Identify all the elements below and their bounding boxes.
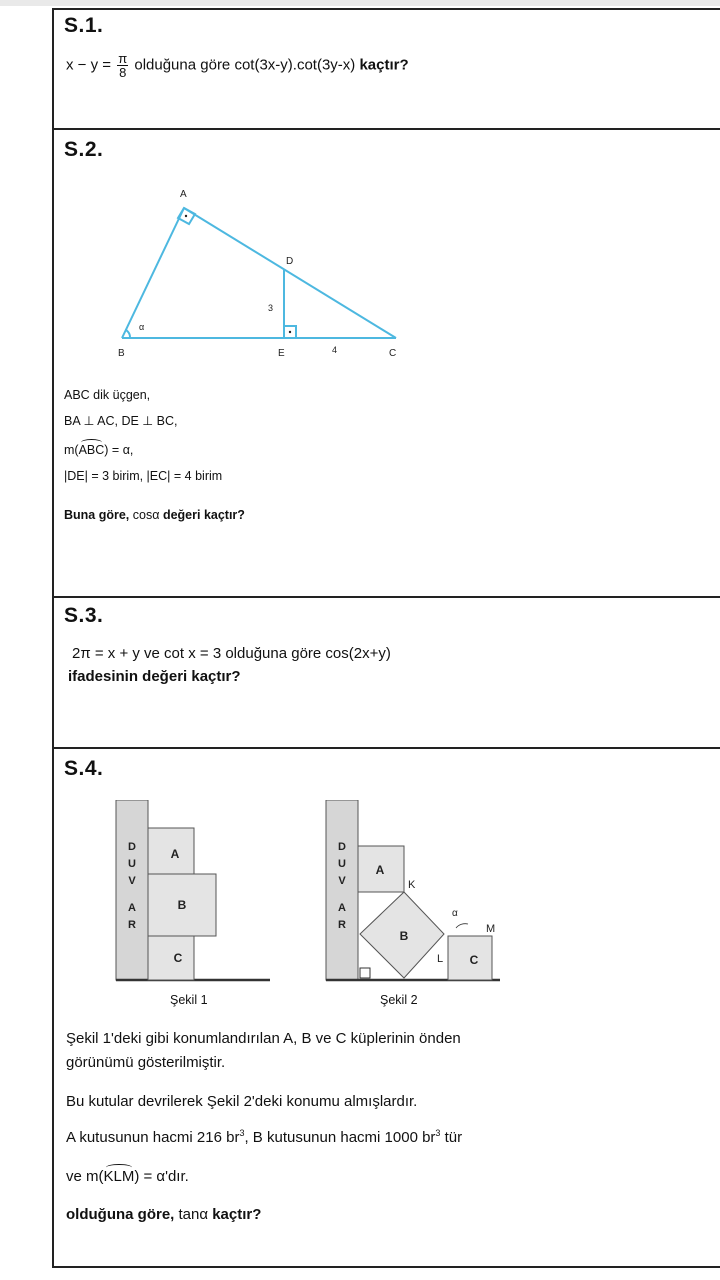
q4-question-post: kaçtır?: [212, 1206, 262, 1223]
q4-p4-post: ) = α'dır.: [134, 1168, 189, 1185]
box-c-label-2: C: [469, 953, 479, 967]
q4-p3-c: tür: [440, 1129, 463, 1146]
box-b-label-1: B: [177, 898, 187, 912]
alpha-arc: [126, 330, 130, 338]
right-angle-marker-2: [360, 968, 370, 978]
wall-letter-a: A: [128, 902, 136, 914]
q4-p3-exp1: 3: [239, 1128, 245, 1138]
q4-p1-line1: Şekil 1'deki gibi konumlandırılan A, B ve C küplerinin önden: [66, 1030, 461, 1047]
q3-title: S.3.: [64, 604, 104, 627]
q4-p3: [66, 1128, 462, 1146]
q4-p3-b: , B kutusunun hacmi 1000 br: [244, 1129, 436, 1146]
wall2-letter-a: A: [338, 902, 346, 914]
q2-title: S.2.: [64, 138, 104, 161]
q4-question: [66, 1206, 261, 1223]
q2-question-post: değeri kaçtır?: [162, 508, 245, 522]
label-ec-length: 4: [332, 345, 338, 355]
wall-letter-v: V: [128, 875, 136, 887]
box-c-label-1: C: [173, 951, 183, 965]
box-a-label-1: A: [170, 847, 180, 861]
divider-q2-q3: [52, 596, 720, 598]
side-ba: [122, 208, 184, 338]
q4-p2: Bu kutular devrilerek Şekil 2'deki konumu almışlardır.: [66, 1093, 418, 1110]
point-l-label: L: [437, 953, 444, 965]
wall2-letter-v: V: [338, 875, 346, 887]
q1-title: S.1.: [64, 14, 104, 37]
q1-frac-den: 8: [119, 65, 127, 80]
q1-mid: olduğuna göre cot(3x-y).cot(3y-x): [134, 56, 356, 74]
q2-triangle-figure: [100, 180, 420, 370]
q1-lhs: x − y =: [66, 56, 112, 74]
box-a-label-2: A: [375, 863, 385, 877]
wall-1: [116, 800, 148, 980]
q2-line4: |DE| = 3 birim, |EC| = 4 birim: [64, 469, 223, 483]
wall-2: [326, 800, 358, 980]
q4-question-pre: olduğuna göre,: [66, 1206, 175, 1223]
q2-question: [64, 508, 245, 522]
wall-letter-u: U: [128, 858, 136, 870]
q1-frac-num: π: [118, 51, 128, 66]
q4-angle-klm: KLM: [103, 1168, 135, 1185]
alpha-label-2: α: [452, 908, 458, 919]
box-b-label-2: B: [399, 929, 409, 943]
q2-question-cos: cosα: [132, 508, 160, 522]
label-alpha: α: [139, 322, 145, 332]
q3-line1: 2π = x + y ve cot x = 3 olduğuna göre cos(2x+y): [72, 645, 391, 662]
q2-line3-pre: m(: [64, 443, 79, 457]
q4-figure-1: [108, 800, 278, 990]
q4-p4-pre: ve m(: [66, 1168, 104, 1185]
divider-q3-q4: [52, 747, 720, 749]
q4-figure-2: [316, 800, 506, 990]
q2-line3-post: ) = α,: [104, 443, 134, 457]
point-k-label: K: [408, 879, 416, 891]
label-de-length: 3: [268, 303, 274, 313]
label-b: B: [118, 348, 125, 359]
q3-line2: ifadesinin değeri kaçtır?: [68, 668, 241, 685]
q1-fraction: [117, 52, 128, 79]
q1-ask: kaçtır?: [359, 56, 409, 74]
wall2-letter-u: U: [338, 858, 346, 870]
label-c: C: [389, 348, 397, 359]
point-m-label: M: [486, 923, 496, 935]
q2-question-pre: Buna göre,: [64, 508, 130, 522]
label-e: E: [278, 348, 285, 359]
q2-angle-abc: ABC: [78, 443, 105, 457]
fig1-caption: Şekil 1: [170, 993, 208, 1007]
q2-line3: [64, 443, 133, 457]
q2-line1: ABC dik üçgen,: [64, 388, 151, 402]
q2-line2: BA ⊥ AC, DE ⊥ BC,: [64, 414, 178, 428]
wall2-letter-r: R: [338, 919, 346, 931]
q4-p1-line2: görünümü gösterilmiştir.: [66, 1054, 226, 1071]
wall2-letter-d: D: [338, 841, 346, 853]
wall-letter-r: R: [128, 919, 136, 931]
side-ac: [184, 208, 396, 338]
label-a: A: [180, 189, 187, 200]
top-bar: [0, 0, 720, 6]
q1-text: [66, 52, 409, 79]
box-c-1: [148, 936, 194, 980]
alpha-arc-2: [456, 924, 468, 928]
q4-p3-a: A kutusunun hacmi 216 br: [66, 1129, 240, 1146]
fig2-caption: Şekil 2: [380, 993, 418, 1007]
divider-q1-q2-right: [512, 128, 720, 130]
q4-p4: [66, 1168, 189, 1185]
q4-title: S.4.: [64, 757, 104, 780]
q4-question-tan: tanα: [178, 1206, 209, 1223]
label-d: D: [286, 256, 294, 267]
q4-p3-exp2: 3: [435, 1128, 441, 1138]
divider-q1-q2-left: [52, 128, 512, 130]
wall-letter-d: D: [128, 841, 136, 853]
